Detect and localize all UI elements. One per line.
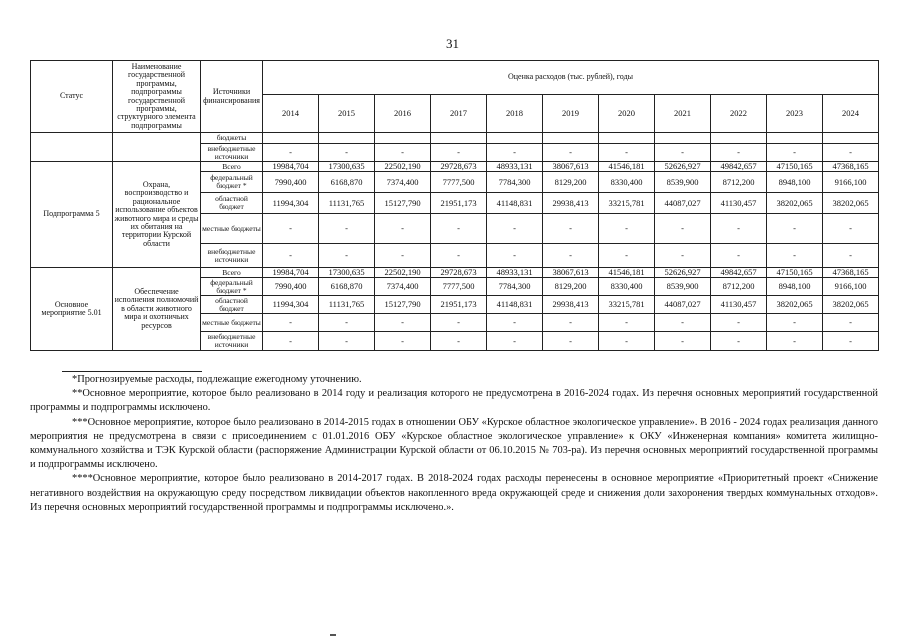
value-cell: - <box>767 332 823 351</box>
value-cell: - <box>319 144 375 162</box>
value-cell <box>655 133 711 144</box>
value-cell: - <box>375 244 431 268</box>
value-cell: 11131,765 <box>319 296 375 314</box>
value-cell: 21951,173 <box>431 296 487 314</box>
value-cell <box>599 133 655 144</box>
value-cell: 52626,927 <box>655 162 711 172</box>
scan-mark <box>330 634 336 636</box>
value-cell: 19984,704 <box>263 268 319 278</box>
footnote-1: *Прогнозируемые расходы, подлежащие ежегодному уточнению. <box>72 374 362 385</box>
value-cell: 7990,400 <box>263 278 319 296</box>
value-cell: - <box>599 244 655 268</box>
value-cell: 9166,100 <box>823 278 879 296</box>
value-cell: - <box>319 244 375 268</box>
header-year: 2021 <box>655 95 711 133</box>
value-cell <box>711 133 767 144</box>
value-cell: 47150,165 <box>767 162 823 172</box>
value-cell: - <box>263 244 319 268</box>
footnote-3: ***Основное мероприятие, которое было реализовано в 2014-2015 годах в отношении ОБУ «Курское областное экологическое управление». В 2016 - 2024 годах реализация данного мероприятия не предусмотрена в связи с присоединением с 01.01.2016 ОБУ «Курское областное экологическое управление» к ОКУ «Инженерная компания» комитета жилищно-коммунального хозяйства и ТЭК Курской области (распоряжение Администрации Курской области от 06.10.2015 № 703-ра). Из перечня основных мероприятий государственной программы и подпрограммы исключено. <box>30 416 878 471</box>
program-name-cell: Обеспечение исполнения полномочий в области животного мира и охотничьих ресурсов <box>113 268 201 351</box>
value-cell: - <box>655 144 711 162</box>
value-cell: 38202,065 <box>767 296 823 314</box>
header-year: 2020 <box>599 95 655 133</box>
table-row <box>31 162 879 172</box>
header-name: Наименование государственной программы, подпрограммы государственной программы, структурного элемента подпрограммы <box>113 61 201 133</box>
value-cell: 11994,304 <box>263 296 319 314</box>
value-cell: 48933,131 <box>487 268 543 278</box>
value-cell: - <box>375 332 431 351</box>
value-cell: - <box>487 214 543 244</box>
value-cell <box>543 133 599 144</box>
value-cell: - <box>711 144 767 162</box>
value-cell: 41148,831 <box>487 296 543 314</box>
source-cell: Всего <box>201 268 263 278</box>
source-cell: областной бюджет <box>201 296 263 314</box>
value-cell: - <box>823 332 879 351</box>
source-cell: федеральный бюджет * <box>201 278 263 296</box>
value-cell: 7374,400 <box>375 172 431 193</box>
value-cell: - <box>487 144 543 162</box>
value-cell: 8948,100 <box>767 278 823 296</box>
value-cell <box>319 133 375 144</box>
value-cell: 38202,065 <box>823 193 879 214</box>
value-cell: 8539,900 <box>655 278 711 296</box>
header-status: Статус <box>31 61 113 133</box>
value-cell: - <box>711 244 767 268</box>
source-cell: Всего <box>201 162 263 172</box>
table-row <box>31 133 879 144</box>
value-cell: - <box>823 314 879 332</box>
header-year: 2023 <box>767 95 823 133</box>
value-cell: - <box>823 244 879 268</box>
value-cell: 6168,870 <box>319 278 375 296</box>
value-cell: - <box>655 244 711 268</box>
source-cell: областной бюджет <box>201 193 263 214</box>
value-cell: - <box>263 214 319 244</box>
value-cell: - <box>767 214 823 244</box>
value-cell: 47150,165 <box>767 268 823 278</box>
value-cell: 29728,673 <box>431 162 487 172</box>
value-cell <box>823 133 879 144</box>
source-cell: внебюджетные источники <box>201 332 263 351</box>
value-cell: 7374,400 <box>375 278 431 296</box>
value-cell: 9166,100 <box>823 172 879 193</box>
value-cell: - <box>543 144 599 162</box>
value-cell: - <box>431 144 487 162</box>
value-cell: 7784,300 <box>487 172 543 193</box>
value-cell: 17300,635 <box>319 268 375 278</box>
value-cell: - <box>543 314 599 332</box>
value-cell: 44087,027 <box>655 296 711 314</box>
value-cell: 52626,927 <box>655 268 711 278</box>
value-cell: - <box>487 332 543 351</box>
source-cell: внебюджетные источники <box>201 244 263 268</box>
table-row <box>31 268 879 278</box>
value-cell: 49842,657 <box>711 162 767 172</box>
value-cell: 8712,200 <box>711 172 767 193</box>
value-cell: - <box>655 214 711 244</box>
value-cell: - <box>599 144 655 162</box>
value-cell: - <box>823 214 879 244</box>
value-cell: 22502,190 <box>375 162 431 172</box>
value-cell: 38067,613 <box>543 268 599 278</box>
value-cell: 17300,635 <box>319 162 375 172</box>
value-cell: - <box>543 214 599 244</box>
footnote-4: ****Основное мероприятие, которое было реализовано в 2014-2017 годах. В 2018-2024 годах расходы перенесены в основное мероприятие «Приоритетный проект «Снижение негативного воздействия на окружающую среду посредством ликвидации объектов накопленного вреда окружающей среде и снижения доли захоронения твердых коммунальных отходов». Из перечня основных мероприятий государственной программы и подпрограммы исключено.». <box>30 473 878 513</box>
value-cell: - <box>599 214 655 244</box>
value-cell: - <box>487 244 543 268</box>
value-cell: - <box>711 214 767 244</box>
value-cell: - <box>599 314 655 332</box>
value-cell: 21951,173 <box>431 193 487 214</box>
header-year: 2018 <box>487 95 543 133</box>
footnotes <box>30 373 878 515</box>
value-cell <box>263 133 319 144</box>
value-cell: - <box>431 332 487 351</box>
status-cell-empty <box>31 133 113 162</box>
value-cell: 38202,065 <box>767 193 823 214</box>
value-cell: 7784,300 <box>487 278 543 296</box>
value-cell: - <box>431 314 487 332</box>
value-cell: 47368,165 <box>823 162 879 172</box>
name-cell-empty <box>113 133 201 162</box>
budget-table <box>30 60 879 351</box>
value-cell: 15127,790 <box>375 193 431 214</box>
value-cell: - <box>767 314 823 332</box>
value-cell: 41148,831 <box>487 193 543 214</box>
header-year: 2014 <box>263 95 319 133</box>
value-cell: - <box>711 314 767 332</box>
value-cell: - <box>263 144 319 162</box>
status-cell: Подпрограмма 5 <box>31 162 113 268</box>
value-cell: 7777,500 <box>431 172 487 193</box>
value-cell: 19984,704 <box>263 162 319 172</box>
value-cell: 33215,781 <box>599 193 655 214</box>
value-cell: 29938,413 <box>543 193 599 214</box>
program-name-cell: Охрана, воспроизводство и рациональное использование объектов животного мира и среды их обитания на территории Курской области <box>113 162 201 268</box>
header-year: 2022 <box>711 95 767 133</box>
value-cell <box>375 133 431 144</box>
value-cell: 41130,457 <box>711 296 767 314</box>
value-cell: - <box>487 314 543 332</box>
value-cell: - <box>263 332 319 351</box>
value-cell: 8948,100 <box>767 172 823 193</box>
value-cell: - <box>543 332 599 351</box>
footnote-2: **Основное мероприятие, которое было реализовано в 2014 году и реализация которого не предусмотрена в 2016-2024 годах. Из перечня основных мероприятий государственной программы и подпрограммы исключено. <box>30 388 878 414</box>
header-year: 2019 <box>543 95 599 133</box>
header-year: 2015 <box>319 95 375 133</box>
footnote-rule <box>62 371 202 372</box>
value-cell: - <box>823 144 879 162</box>
source-cell: местные бюджеты <box>201 314 263 332</box>
value-cell: 41546,181 <box>599 162 655 172</box>
value-cell: 33215,781 <box>599 296 655 314</box>
value-cell: 48933,131 <box>487 162 543 172</box>
value-cell: 41546,181 <box>599 268 655 278</box>
header-source: Источники финансирования <box>201 61 263 133</box>
header-year: 2024 <box>823 95 879 133</box>
value-cell: 7990,400 <box>263 172 319 193</box>
value-cell: 7777,500 <box>431 278 487 296</box>
value-cell: - <box>431 244 487 268</box>
value-cell: 49842,657 <box>711 268 767 278</box>
value-cell: 47368,165 <box>823 268 879 278</box>
value-cell: - <box>319 332 375 351</box>
value-cell: 29728,673 <box>431 268 487 278</box>
value-cell: 29938,413 <box>543 296 599 314</box>
value-cell: - <box>375 214 431 244</box>
value-cell: - <box>655 314 711 332</box>
value-cell: - <box>263 314 319 332</box>
value-cell: 8712,200 <box>711 278 767 296</box>
value-cell: 6168,870 <box>319 172 375 193</box>
value-cell: - <box>319 314 375 332</box>
value-cell: - <box>711 332 767 351</box>
value-cell: 8129,200 <box>543 172 599 193</box>
value-cell: - <box>543 244 599 268</box>
value-cell: 44087,027 <box>655 193 711 214</box>
source-cell: местные бюджеты <box>201 214 263 244</box>
value-cell: 38202,065 <box>823 296 879 314</box>
value-cell: 15127,790 <box>375 296 431 314</box>
value-cell: - <box>375 314 431 332</box>
value-cell: - <box>375 144 431 162</box>
value-cell: - <box>319 214 375 244</box>
value-cell: - <box>655 332 711 351</box>
value-cell <box>431 133 487 144</box>
value-cell: 8330,400 <box>599 278 655 296</box>
header-year: 2016 <box>375 95 431 133</box>
value-cell: 41130,457 <box>711 193 767 214</box>
value-cell <box>487 133 543 144</box>
value-cell: 11994,304 <box>263 193 319 214</box>
value-cell <box>767 133 823 144</box>
value-cell: - <box>767 144 823 162</box>
page-number: 31 <box>446 36 459 51</box>
value-cell: - <box>767 244 823 268</box>
value-cell: 8129,200 <box>543 278 599 296</box>
value-cell: 38067,613 <box>543 162 599 172</box>
source-cell: внебюджетные источники <box>201 144 263 162</box>
source-cell: бюджеты <box>201 133 263 144</box>
value-cell: 22502,190 <box>375 268 431 278</box>
status-cell: Основное мероприятие 5.01 <box>31 268 113 351</box>
value-cell: 8539,900 <box>655 172 711 193</box>
header-estimate: Оценка расходов (тыс. рублей), годы <box>263 61 879 95</box>
value-cell: 11131,765 <box>319 193 375 214</box>
value-cell: 8330,400 <box>599 172 655 193</box>
value-cell: - <box>599 332 655 351</box>
value-cell: - <box>431 214 487 244</box>
header-year: 2017 <box>431 95 487 133</box>
source-cell: федеральный бюджет * <box>201 172 263 193</box>
